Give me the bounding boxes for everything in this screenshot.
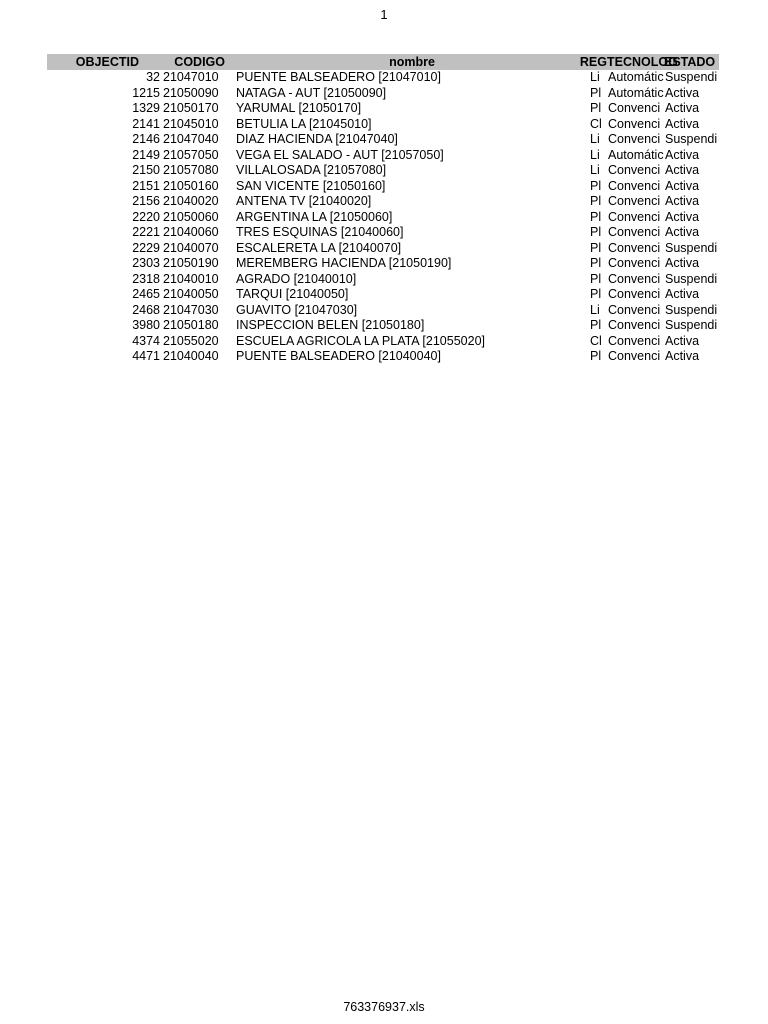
cell-nombre: TARQUI [21040050] [236,287,349,301]
cell-codigo: 21040040 [163,349,219,363]
cell-objectid: 4471 [132,349,160,363]
cell-estado: Activa [665,163,700,177]
header-objectid: OBJECTID [75,55,139,69]
cell-codigo: 21050180 [163,318,219,332]
table-row [47,334,719,350]
cell-nombre: NATAGA - AUT [21050090] [236,85,387,100]
cell-tecnologia: Convenci [608,116,661,131]
cell-nombre: ARGENTINA LA [21050060] [236,209,393,224]
cell-codigo: 21047010 [163,70,219,84]
table-body [47,70,719,365]
page-number: 1 [380,7,388,22]
cell-tecnologia: Convenci [608,209,661,224]
cell-tecnologia: Convenci [608,194,661,208]
table-row [47,117,719,133]
cell-nombre: YARUMAL [21050170] [236,101,362,115]
cell-estado: Activa [665,116,700,131]
cell-nombre: ESCALERETA LA [21040070] [236,240,402,255]
cell-codigo: 21050090 [163,85,219,100]
table-row [47,349,719,365]
cell-tecnologia: Convenci [608,225,661,239]
cell-tecnologia: Automátic [608,147,664,162]
cell-estado: Activa [665,147,700,162]
cell-nombre: AGRADO [21040010] [236,271,357,286]
cell-region: Pl [590,318,602,332]
header-tecnologia: TECNOLOG [607,55,678,69]
cell-tecnologia: Convenci [608,271,661,286]
cell-objectid: 2221 [132,225,160,239]
cell-tecnologia: Convenci [608,163,661,177]
cell-nombre: INSPECCION BELEN [21050180] [236,318,425,332]
cell-objectid: 2149 [132,147,160,162]
cell-objectid: 2318 [132,271,160,286]
cell-objectid: 2151 [132,178,160,193]
cell-tecnologia: Convenci [608,333,661,348]
cell-tecnologia: Convenci [608,318,661,332]
footer-filename: 763376937.xls [343,1000,425,1014]
cell-region: Cl [590,116,602,131]
cell-objectid: 2146 [132,132,160,146]
cell-region: Pl [590,85,602,100]
cell-nombre: ESCUELA AGRICOLA LA PLATA [21055020] [236,333,485,348]
cell-nombre: DIAZ HACIENDA [21047040] [236,132,398,146]
cell-region: Pl [590,256,602,270]
cell-nombre: GUAVITO [21047030] [236,302,358,317]
cell-codigo: 21040070 [163,240,219,255]
cell-estado: Suspendi [665,271,718,286]
cell-region: Pl [590,240,602,255]
cell-estado: Activa [665,209,700,224]
table-row [47,86,719,102]
cell-estado: Activa [665,333,700,348]
cell-codigo: 21047040 [163,132,219,146]
table-row [47,210,719,226]
table-row [47,318,719,334]
cell-region: Pl [590,349,602,363]
cell-region: Cl [590,333,602,348]
cell-region: Li [590,132,600,146]
header-region: REG [579,55,607,69]
table-header-row [47,54,719,70]
cell-nombre: BETULIA LA [21045010] [236,116,372,131]
cell-objectid: 4374 [132,333,160,348]
cell-tecnologia: Automátic [608,70,664,84]
table-row [47,225,719,241]
table-row [47,287,719,303]
cell-estado: Activa [665,101,700,115]
table-row [47,241,719,257]
cell-codigo: 21057080 [163,163,219,177]
cell-nombre: SAN VICENTE [21050160] [236,178,386,193]
table-row [47,132,719,148]
cell-tecnologia: Convenci [608,101,661,115]
cell-nombre: ANTENA TV [21040020] [236,194,372,208]
table-row [47,194,719,210]
cell-objectid: 2468 [132,302,160,317]
cell-estado: Suspendi [665,318,718,332]
cell-codigo: 21047030 [163,302,219,317]
cell-objectid: 1215 [132,85,160,100]
cell-region: Li [590,70,600,84]
cell-codigo: 21040020 [163,194,219,208]
cell-codigo: 21040060 [163,225,219,239]
cell-region: Pl [590,271,602,286]
cell-region: Pl [590,194,602,208]
cell-estado: Suspendi [665,240,718,255]
cell-nombre: VILLALOSADA [21057080] [236,163,387,177]
table-row [47,163,719,179]
header-estado: ESTADO [664,55,716,69]
cell-objectid: 32 [146,70,160,84]
header-codigo: CODIGO [174,55,225,69]
cell-objectid: 2303 [132,256,160,270]
cell-estado: Suspendi [665,132,718,146]
cell-objectid: 2220 [132,209,160,224]
cell-codigo: 21050160 [163,178,219,193]
cell-estado: Activa [665,256,700,270]
cell-region: Pl [590,101,602,115]
table-row [47,303,719,319]
cell-nombre: VEGA EL SALADO - AUT [21057050] [236,147,444,162]
cell-tecnologia: Automátic [608,85,664,100]
cell-region: Pl [590,287,602,301]
cell-region: Li [590,163,600,177]
spreadsheet-table [47,54,719,365]
cell-objectid: 2465 [132,287,160,301]
cell-estado: Activa [665,349,700,363]
cell-objectid: 3980 [132,318,160,332]
cell-tecnologia: Convenci [608,240,661,255]
cell-estado: Suspendi [665,70,718,84]
cell-codigo: 21050190 [163,256,219,270]
cell-objectid: 2156 [132,194,160,208]
cell-estado: Activa [665,194,700,208]
table-row [47,272,719,288]
cell-codigo: 21040050 [163,287,219,301]
cell-nombre: TRES ESQUINAS [21040060] [236,225,404,239]
cell-tecnologia: Convenci [608,256,661,270]
cell-tecnologia: Convenci [608,349,661,363]
cell-codigo: 21057050 [163,147,219,162]
table-row [47,148,719,164]
cell-estado: Activa [665,178,700,193]
cell-objectid: 2141 [132,116,160,131]
table-row [47,101,719,117]
cell-estado: Activa [665,287,700,301]
table-row [47,70,719,86]
cell-codigo: 21055020 [163,333,219,348]
cell-codigo: 21050060 [163,209,219,224]
cell-objectid: 2150 [132,163,160,177]
cell-estado: Activa [665,85,700,100]
table-row [47,256,719,272]
cell-nombre: MEREMBERG HACIENDA [21050190] [236,256,452,270]
cell-objectid: 1329 [132,101,160,115]
cell-region: Li [590,147,600,162]
table-row [47,179,719,195]
cell-codigo: 21045010 [163,116,219,131]
cell-estado: Suspendi [665,302,718,317]
cell-region: Pl [590,178,602,193]
cell-nombre: PUENTE BALSEADERO [21047010] [236,70,441,84]
cell-tecnologia: Convenci [608,178,661,193]
cell-estado: Activa [665,225,700,239]
cell-region: Pl [590,209,602,224]
cell-tecnologia: Convenci [608,302,661,317]
cell-tecnologia: Convenci [608,287,661,301]
cell-region: Pl [590,225,602,239]
cell-objectid: 2229 [132,240,160,255]
cell-tecnologia: Convenci [608,132,661,146]
cell-nombre: PUENTE BALSEADERO [21040040] [236,349,441,363]
cell-region: Li [590,302,600,317]
cell-codigo: 21050170 [163,101,219,115]
cell-codigo: 21040010 [163,271,219,286]
header-nombre: nombre [389,55,435,69]
